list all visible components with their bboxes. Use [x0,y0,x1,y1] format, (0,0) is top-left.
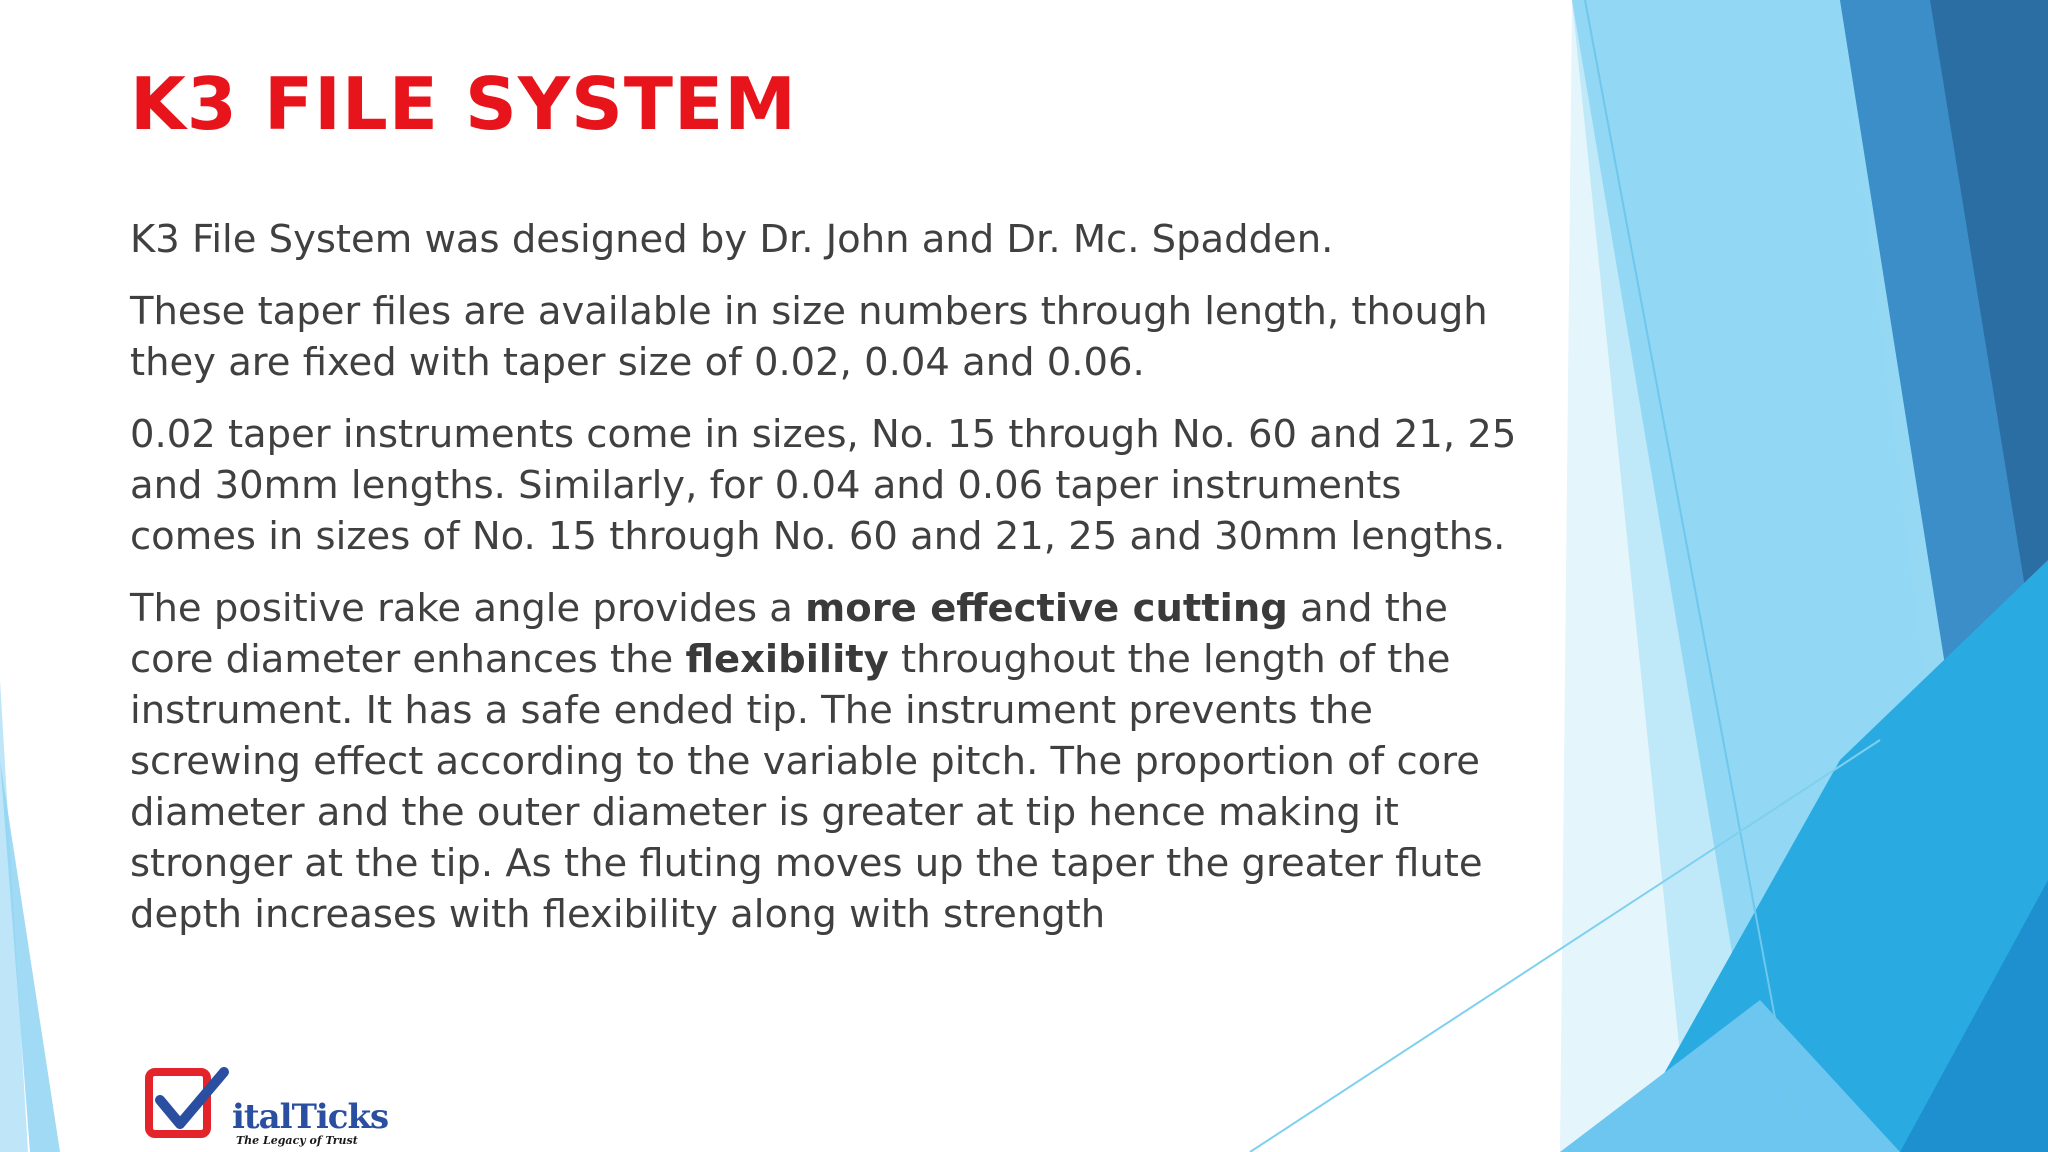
logo-wordmark: italTicks [232,1097,389,1137]
checkbox-check-icon [150,1062,230,1142]
paragraph-text: K3 File System was designed by Dr. John and Dr. Mc. Spadden. [130,217,1334,262]
body-paragraph [130,583,1520,940]
body-paragraph [130,286,1520,388]
slide-title: K3 FILE SYSTEM [130,62,797,146]
paragraph-text: These taper files are available in size numbers through length, though they are fixed with taper size of 0.02, 0.04 and 0.06. [130,289,1488,385]
paragraph-text: The positive rake angle provides a [130,586,806,631]
vitalticks-logo [140,1062,389,1152]
slide-body [130,214,1520,961]
logo-tagline: The Legacy of Trust [236,1134,358,1147]
paragraph-text: 0.02 taper instruments come in sizes, No. 15 through No. 60 and 21, 25 and 30mm lengths. Similarly, for 0.04 and 0.06 taper instruments comes in sizes of No. 15 through No. 60 and 21, 25 and 30mm lengths. [130,412,1517,559]
body-paragraph [130,409,1520,562]
emphasis-text: more effective cutting [805,586,1288,631]
paragraph-text: and the core diameter enhances the [130,586,1448,682]
emphasis-text: flexibility [685,637,889,682]
body-paragraph [130,214,1520,265]
paragraph-text: throughout the length of the instrument. It has a safe ended tip. The instrument prevents the screwing effect according to the variable pitch. The proportion of core diameter and the outer diameter is greater at tip hence making it stronger at the tip. As the fluting moves up the taper the greater flute depth increases with flexibility along with strength [130,637,1483,937]
